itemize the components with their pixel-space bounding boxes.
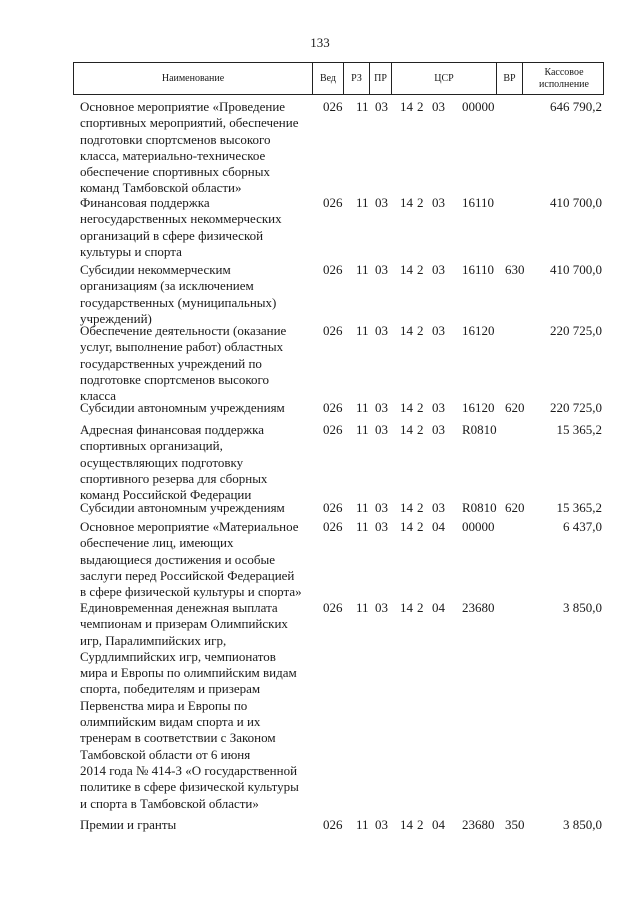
row-name-line: Основное мероприятие «Материальное — [80, 519, 299, 534]
row-rz: 11 — [356, 195, 369, 210]
row-csr-program: 14 — [400, 400, 413, 415]
row-name-line: команд Тамбовской области» — [80, 180, 242, 196]
row-csr-subprogram: 2 — [417, 195, 424, 210]
row-csr-subprogram: 2 — [417, 99, 424, 114]
row-csr-subprogram: 2 — [417, 817, 424, 832]
row-csr-direction: R0810 — [462, 422, 497, 437]
row-csr-measure: 04 — [432, 817, 445, 832]
row-name-line: Субсидии некоммерческим — [80, 262, 231, 277]
row-csr-measure: 03 — [432, 500, 445, 515]
row-ved: 026 — [323, 600, 343, 615]
row-csr-measure: 03 — [432, 323, 445, 338]
row-name-line: чемпионам и призерам Олимпийских — [80, 616, 288, 632]
header-ved: Вед — [312, 63, 343, 94]
row-name-line: мира и Европы по олимпийским видам — [80, 665, 297, 681]
row-csr-direction: 23680 — [462, 600, 495, 615]
row-name-line: учреждений) — [80, 310, 152, 326]
row-name-line: и спорта в Тамбовской области» — [80, 795, 259, 811]
row-name-line: Адресная финансовая поддержка — [80, 422, 265, 437]
row-csr-measure: 03 — [432, 400, 445, 415]
row-csr-direction: 16110 — [462, 195, 495, 210]
row-csr-measure: 03 — [432, 195, 445, 210]
row-pr: 03 — [375, 99, 388, 114]
row-name-line: государственных (муниципальных) — [80, 294, 277, 310]
row-name — [80, 195, 310, 260]
row-rz: 11 — [356, 600, 369, 615]
row-name-line: Субсидии автономным учреждениям — [80, 400, 285, 415]
row-pr: 03 — [375, 323, 388, 338]
row-ved: 026 — [323, 323, 343, 338]
row-rz: 11 — [356, 262, 369, 277]
row-name-line: Субсидии автономным учреждениям — [80, 500, 285, 515]
row-name — [80, 600, 310, 812]
row-name-line: в сфере физической культуры и спорта» — [80, 584, 302, 600]
row-name-line: Сурдлимпийских игр, чемпионатов — [80, 648, 276, 664]
row-csr-direction: 00000 — [462, 99, 495, 114]
row-ved: 026 — [323, 817, 343, 832]
row-csr-program: 14 — [400, 600, 413, 615]
row-csr-program: 14 — [400, 500, 413, 515]
row-name-line: спортивного резерва для сборных — [80, 470, 268, 486]
row-name-line: олимпийским видам спорта и их — [80, 714, 261, 730]
row-vr: 630 — [505, 262, 525, 277]
row-csr-direction: 16120 — [462, 400, 495, 415]
header-csr: ЦСР — [391, 63, 496, 94]
row-amount: 3 850,0 — [563, 600, 602, 615]
row-amount: 220 725,0 — [550, 400, 602, 415]
row-name-line: Финансовая поддержка — [80, 195, 210, 210]
page-number: 133 — [310, 35, 330, 50]
row-name-line: класса, материально-техническое — [80, 147, 266, 163]
row-vr: 620 — [505, 400, 525, 415]
row-ved: 026 — [323, 500, 343, 515]
row-amount: 3 850,0 — [563, 817, 602, 832]
row-name-line: политике в сфере физической культуры — [80, 779, 299, 795]
row-name-line: Основное мероприятие «Проведение — [80, 99, 286, 114]
row-csr-subprogram: 2 — [417, 262, 424, 277]
row-pr: 03 — [375, 400, 388, 415]
row-pr: 03 — [375, 600, 388, 615]
row-name-line: государственных учреждений по — [80, 355, 262, 371]
row-amount: 15 365,2 — [556, 422, 602, 437]
row-name — [80, 519, 310, 600]
row-amount: 15 365,2 — [556, 500, 602, 515]
row-amount: 410 700,0 — [550, 262, 602, 277]
row-name-line: Единовременная денежная выплата — [80, 600, 278, 615]
row-csr-subprogram: 2 — [417, 500, 424, 515]
row-name-line: класса — [80, 388, 117, 404]
row-ved: 026 — [323, 400, 343, 415]
row-rz: 11 — [356, 500, 369, 515]
row-pr: 03 — [375, 262, 388, 277]
row-name-line: негосударственных некоммерческих — [80, 211, 282, 227]
header-pr: ПР — [369, 63, 391, 94]
row-csr-subprogram: 2 — [417, 600, 424, 615]
row-amount: 646 790,2 — [550, 99, 602, 114]
row-csr-program: 14 — [400, 262, 413, 277]
row-csr-program: 14 — [400, 195, 413, 210]
row-amount: 220 725,0 — [550, 323, 602, 338]
row-name-line: тренерам в соответствии с Законом — [80, 730, 276, 746]
row-ved: 026 — [323, 262, 343, 277]
row-csr-subprogram: 2 — [417, 400, 424, 415]
row-name-line: обеспечение спортивных сборных — [80, 164, 270, 180]
row-amount: 410 700,0 — [550, 195, 602, 210]
row-csr-subprogram: 2 — [417, 519, 424, 534]
header-amount-line1: Кассовое — [544, 67, 584, 78]
row-name-line: выдающиеся достижения и особые — [80, 551, 276, 567]
row-pr: 03 — [375, 519, 388, 534]
row-rz: 11 — [356, 422, 369, 437]
row-name-line: игр, Паралимпийских игр, — [80, 632, 227, 648]
row-ved: 026 — [323, 422, 343, 437]
row-rz: 11 — [356, 323, 369, 338]
header-name: Наименование — [161, 72, 225, 84]
row-vr: 350 — [505, 817, 525, 832]
row-csr-program: 14 — [400, 99, 413, 114]
row-csr-direction: 16110 — [462, 262, 495, 277]
row-csr-measure: 03 — [432, 262, 445, 277]
row-rz: 11 — [356, 519, 369, 534]
row-name — [80, 422, 310, 503]
row-name-line: команд Российской Федерации — [80, 487, 252, 503]
row-name-line: обеспечение лиц, имеющих — [80, 535, 234, 551]
row-rz: 11 — [356, 99, 369, 114]
row-csr-program: 14 — [400, 422, 413, 437]
row-name-line: заслуги перед Российской Федерацией — [80, 567, 295, 583]
row-csr-program: 14 — [400, 519, 413, 534]
row-csr-measure: 04 — [432, 519, 445, 534]
row-pr: 03 — [375, 422, 388, 437]
row-name — [80, 817, 310, 833]
row-name-line: Тамбовской области от 6 июня — [80, 746, 251, 762]
row-csr-measure: 04 — [432, 600, 445, 615]
row-csr-direction: 23680 — [462, 817, 495, 832]
row-rz: 11 — [356, 400, 369, 415]
row-csr-measure: 03 — [432, 422, 445, 437]
row-name-line: спортивных мероприятий, обеспечение — [80, 115, 299, 131]
row-csr-subprogram: 2 — [417, 422, 424, 437]
row-name — [80, 500, 310, 516]
table-header — [73, 62, 604, 95]
row-pr: 03 — [375, 817, 388, 832]
row-name-line: культуры и спорта — [80, 243, 182, 259]
row-vr: 620 — [505, 500, 525, 515]
row-csr-program: 14 — [400, 817, 413, 832]
row-name-line: осуществляющих подготовку — [80, 454, 244, 470]
header-vr: ВР — [496, 63, 522, 94]
row-name-line: спорта, победителям и призерам — [80, 681, 261, 697]
row-name — [80, 99, 310, 197]
row-name-line: Обеспечение деятельности (оказание — [80, 323, 287, 338]
row-csr-direction: 00000 — [462, 519, 495, 534]
header-amount — [522, 63, 605, 94]
row-name-line: организациям (за исключением — [80, 278, 254, 294]
row-ved: 026 — [323, 99, 343, 114]
row-name-line: подготовки спортсменов высокого — [80, 131, 271, 147]
row-pr: 03 — [375, 500, 388, 515]
row-name — [80, 323, 310, 404]
row-name-line: Премии и гранты — [80, 817, 177, 832]
header-rz: РЗ — [343, 63, 369, 94]
row-amount: 6 437,0 — [563, 519, 602, 534]
row-csr-program: 14 — [400, 323, 413, 338]
row-ved: 026 — [323, 519, 343, 534]
row-name-line: услуг, выполнение работ) областных — [80, 339, 284, 355]
row-name-line: подготовке спортсменов высокого — [80, 371, 270, 387]
row-ved: 026 — [323, 195, 343, 210]
row-name-line: организаций в сфере физической — [80, 227, 264, 243]
row-name-line: спортивных организаций, — [80, 438, 223, 454]
row-name — [80, 400, 310, 416]
row-csr-measure: 03 — [432, 99, 445, 114]
row-csr-direction: R0810 — [462, 500, 497, 515]
header-amount-line2: исполнение — [539, 78, 589, 90]
row-name-line: 2014 года № 414-З «О государственной — [80, 762, 298, 778]
row-csr-direction: 16120 — [462, 323, 495, 338]
row-rz: 11 — [356, 817, 369, 832]
row-name — [80, 262, 310, 327]
row-pr: 03 — [375, 195, 388, 210]
row-name-line: Первенства мира и Европы по — [80, 697, 248, 713]
row-csr-subprogram: 2 — [417, 323, 424, 338]
